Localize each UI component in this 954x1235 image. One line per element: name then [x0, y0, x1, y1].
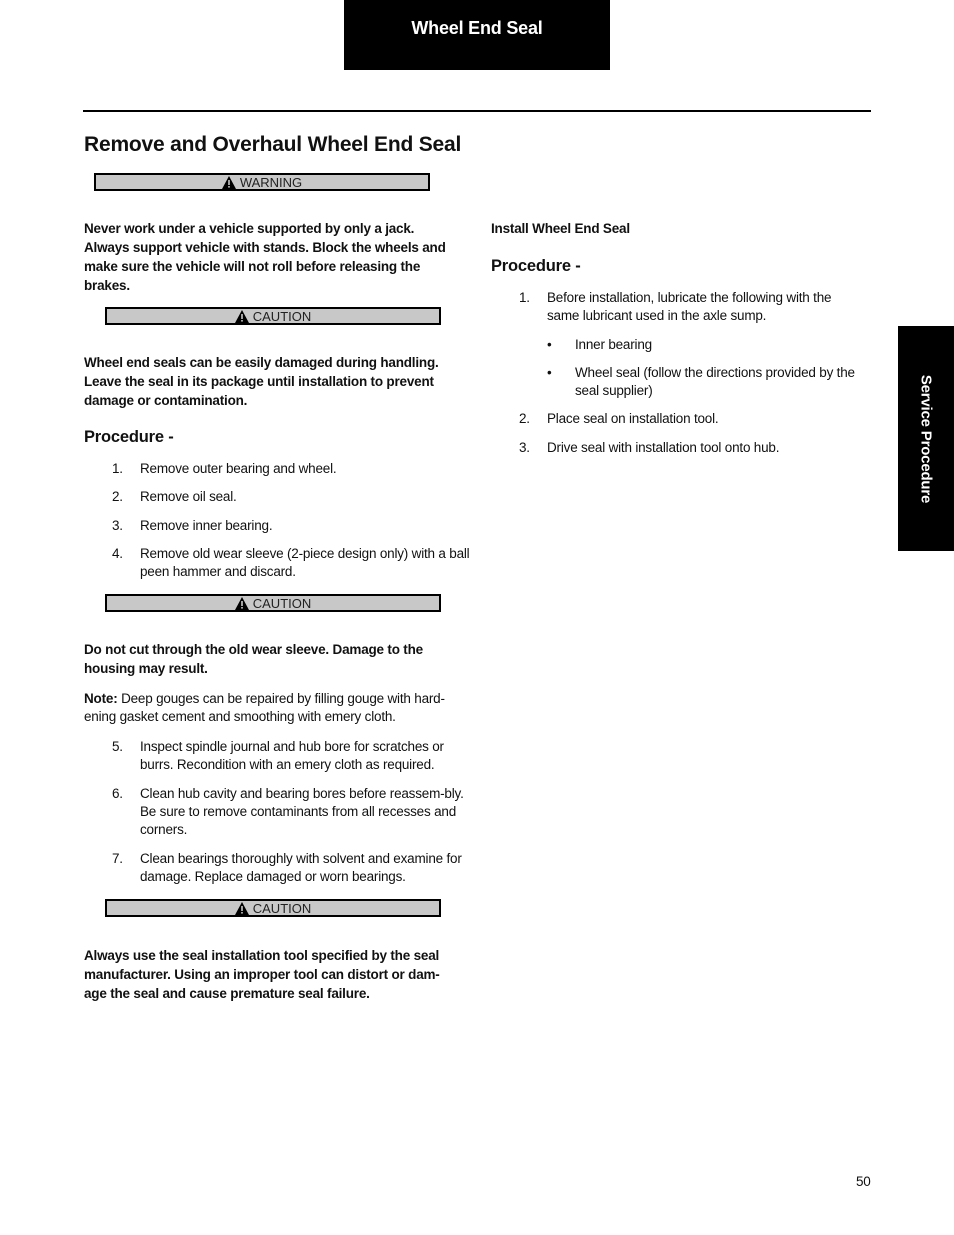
- note-label: Note:: [84, 691, 118, 706]
- header-title: Wheel End Seal: [411, 17, 543, 38]
- warning-text: Never work under a vehicle supported by only a jack. Always support vehicle with stands. Block the wheels and make sure the vehicle will not roll before releasing the brakes.: [84, 221, 446, 293]
- caution-label-3: CAUTION: [252, 900, 312, 916]
- page-number: 50: [856, 1174, 871, 1189]
- caution-text-3: Always use the seal installation tool specified by the seal manufacturer. Using an improper tool can distort or dam-age the seal and cause premature seal failure.: [84, 948, 440, 1001]
- caution-bar-2: [105, 594, 441, 612]
- note: [84, 690, 470, 726]
- caution-icon: [235, 597, 249, 610]
- caution-bar-3: [105, 899, 441, 917]
- caution-icon: [235, 310, 249, 323]
- warning-label: WARNING: [239, 174, 303, 190]
- page-title: Remove and Overhaul Wheel End Seal: [84, 133, 462, 156]
- caution-bar-1: [105, 307, 441, 325]
- warning-bar: [94, 173, 430, 191]
- side-tab-label: Service Procedure: [917, 374, 935, 503]
- header-tab: [344, 0, 610, 70]
- install-title: Install Wheel End Seal: [491, 221, 630, 236]
- caution-text-1: Wheel end seals can be easily damaged during handling. Leave the seal in its package until installation to prevent damage or contamination.: [84, 355, 439, 408]
- note-text: Deep gouges can be repaired by filling gouge with hard-ening gasket cement and smoothing with emery cloth.: [84, 691, 445, 724]
- caution-icon: [235, 902, 249, 915]
- caution-label-1: CAUTION: [252, 308, 312, 324]
- procedure-heading-left: Procedure -: [84, 428, 174, 446]
- procedure-heading-right: Procedure -: [491, 257, 581, 275]
- header-rule: [83, 110, 871, 112]
- warning-icon: [222, 176, 236, 189]
- side-tab: [898, 326, 954, 551]
- caution-text-2: Do not cut through the old wear sleeve. Damage to the housing may result.: [84, 642, 423, 676]
- caution-label-2: CAUTION: [252, 595, 312, 611]
